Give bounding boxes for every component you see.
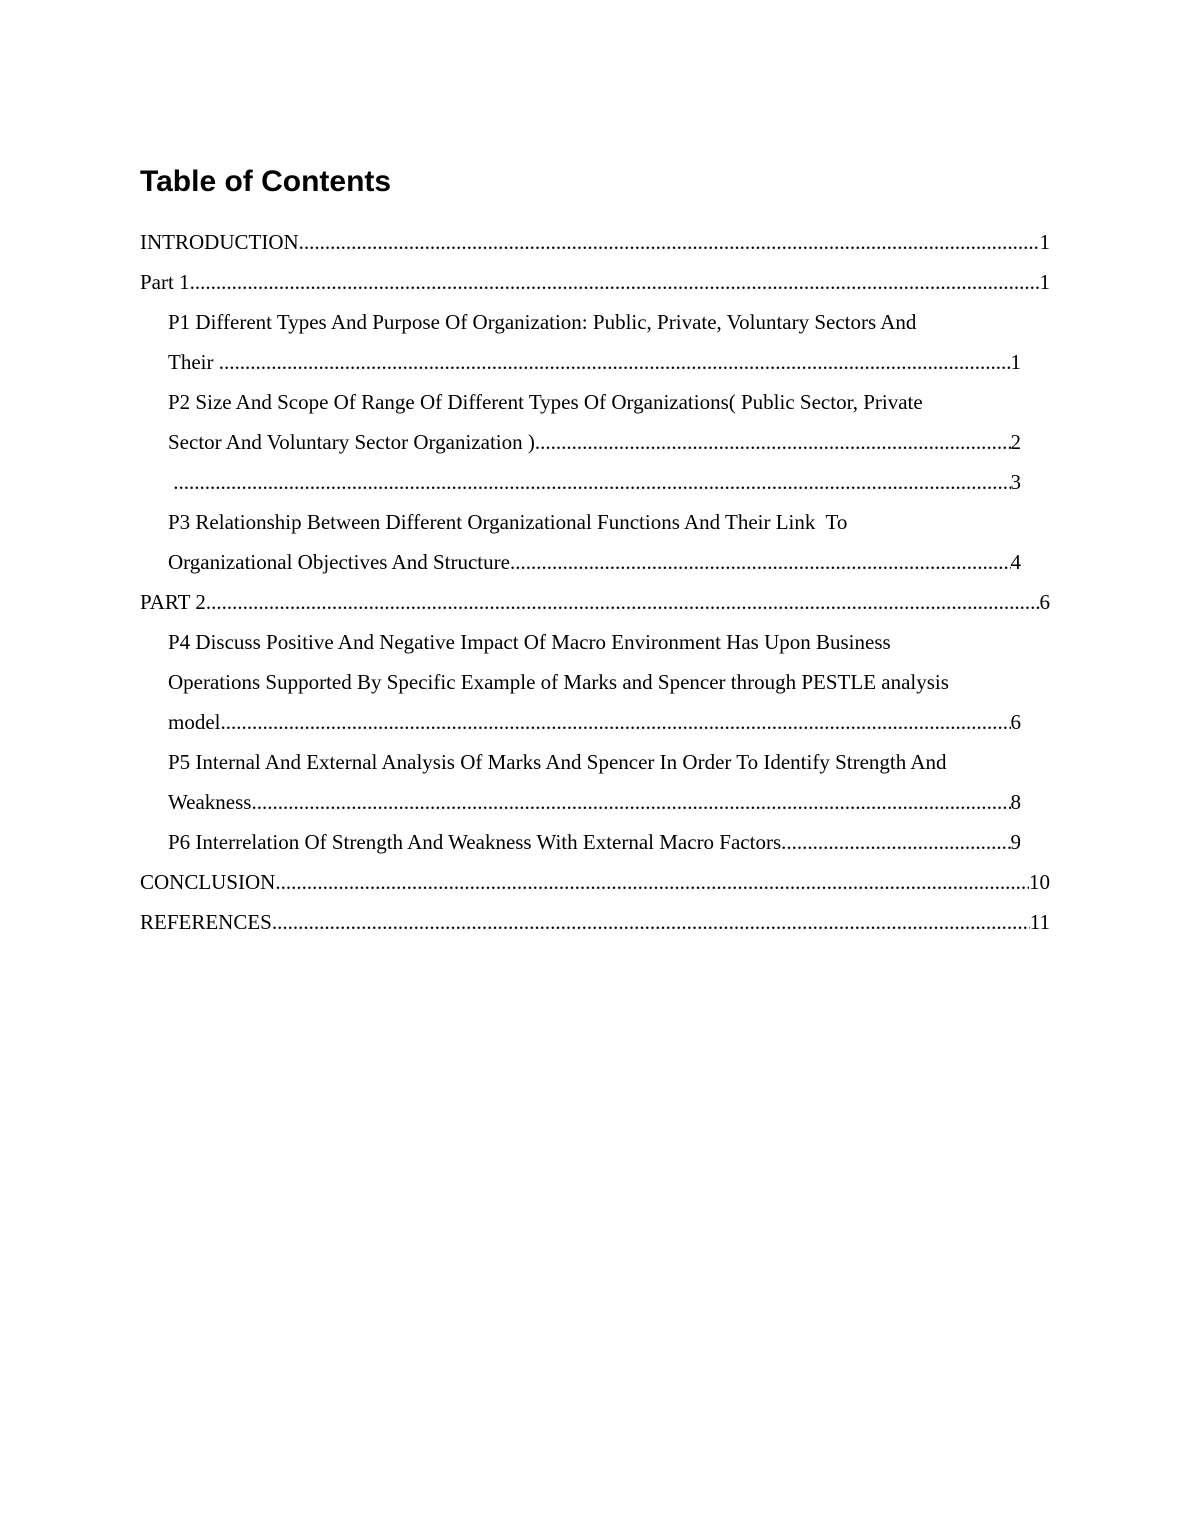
toc-page-number: 4 bbox=[1010, 550, 1021, 574]
toc-entry-conclusion[interactable] bbox=[140, 862, 1050, 902]
dot-leader bbox=[206, 582, 1040, 622]
toc-title: Table of Contents bbox=[140, 165, 392, 198]
toc-entry-text-line: Operations Supported By Specific Example of Marks and Spencer through PESTLE analysis bbox=[168, 670, 949, 694]
toc-entry-text: P6 Interrelation Of Strength And Weakness With External Macro Factors bbox=[168, 830, 782, 854]
toc-entry-line bbox=[140, 262, 1050, 302]
toc-entry-line bbox=[140, 582, 1050, 622]
toc-entry-line bbox=[168, 542, 1021, 582]
dot-leader bbox=[275, 862, 1029, 902]
toc-page-number: 6 bbox=[1039, 590, 1050, 614]
toc-page-number: 8 bbox=[1010, 790, 1021, 814]
toc-page-number: 1 bbox=[1039, 230, 1050, 254]
dot-leader bbox=[219, 342, 1011, 382]
toc-entry-references[interactable] bbox=[140, 902, 1050, 942]
toc-entry-p1[interactable] bbox=[168, 302, 1050, 382]
toc-entry-line bbox=[168, 342, 1021, 382]
toc-entry-line bbox=[140, 862, 1050, 902]
dot-leader bbox=[251, 782, 1010, 822]
toc-entry-part-2[interactable] bbox=[140, 582, 1050, 622]
toc-entry-line bbox=[140, 902, 1050, 942]
toc-entry-text: Weakness bbox=[168, 790, 252, 814]
toc-entry-text-line: P4 Discuss Positive And Negative Impact Of Macro Environment Has Upon Business bbox=[168, 630, 891, 654]
toc-entry-untitled[interactable] bbox=[168, 462, 1050, 502]
toc-page-number: 1 bbox=[1039, 270, 1050, 294]
toc-page-number: 6 bbox=[1010, 710, 1021, 734]
toc-entry-line bbox=[168, 782, 1021, 822]
toc-entry-text: Organizational Objectives And Structure bbox=[168, 550, 510, 574]
toc-entry-line bbox=[168, 422, 1021, 462]
toc-page-number: 9 bbox=[1010, 830, 1021, 854]
dot-leader bbox=[272, 902, 1030, 942]
dot-leader bbox=[535, 422, 1011, 462]
toc-entry-line bbox=[168, 702, 1021, 742]
toc-entry-p5[interactable] bbox=[168, 742, 1050, 822]
toc-entry-text-line: P1 Different Types And Purpose Of Organization: Public, Private, Voluntary Sectors And bbox=[168, 310, 917, 334]
dot-leader bbox=[190, 262, 1040, 302]
toc-entry-introduction[interactable] bbox=[140, 222, 1050, 262]
toc-entry-text: model bbox=[168, 710, 221, 734]
toc-entry-text: CONCLUSION bbox=[140, 870, 276, 894]
toc-entry-text-line: P5 Internal And External Analysis Of Marks And Spencer In Order To Identify Strength And bbox=[168, 750, 947, 774]
toc-entry-p3[interactable] bbox=[168, 502, 1050, 582]
toc-page-number: 2 bbox=[1010, 430, 1021, 454]
toc-entry-p4[interactable] bbox=[168, 622, 1050, 742]
toc-entry-text: INTRODUCTION bbox=[140, 230, 299, 254]
toc-page-number: 3 bbox=[1010, 470, 1021, 494]
toc-entry-part-1[interactable] bbox=[140, 262, 1050, 302]
dot-leader bbox=[173, 462, 1010, 502]
toc-entry-text: REFERENCES bbox=[140, 910, 272, 934]
toc-entry-line bbox=[168, 462, 1021, 502]
dot-leader bbox=[299, 222, 1040, 262]
toc-entry-p6[interactable] bbox=[168, 822, 1050, 862]
dot-leader bbox=[221, 702, 1011, 742]
toc-page-number: 1 bbox=[1010, 350, 1021, 374]
dot-leader bbox=[510, 542, 1011, 582]
toc-entries bbox=[140, 222, 1050, 942]
toc-entry-line bbox=[168, 822, 1021, 862]
toc-entry-text: PART 2 bbox=[140, 590, 206, 614]
toc-entry-text: Part 1 bbox=[140, 270, 190, 294]
toc-page-number: 11 bbox=[1029, 910, 1050, 934]
dot-leader bbox=[781, 822, 1010, 862]
toc-entry-text: Sector And Voluntary Sector Organization ) bbox=[168, 430, 535, 454]
toc-page-number: 10 bbox=[1029, 870, 1050, 894]
toc-entry-text-line: P3 Relationship Between Different Organizational Functions And Their Link To bbox=[168, 510, 848, 534]
toc-entry-text: Their bbox=[168, 350, 219, 374]
toc-entry-line bbox=[140, 222, 1050, 262]
toc-entry-p2[interactable] bbox=[168, 382, 1050, 462]
toc-entry-text-line: P2 Size And Scope Of Range Of Different Types Of Organizations( Public Sector, Private bbox=[168, 390, 923, 414]
